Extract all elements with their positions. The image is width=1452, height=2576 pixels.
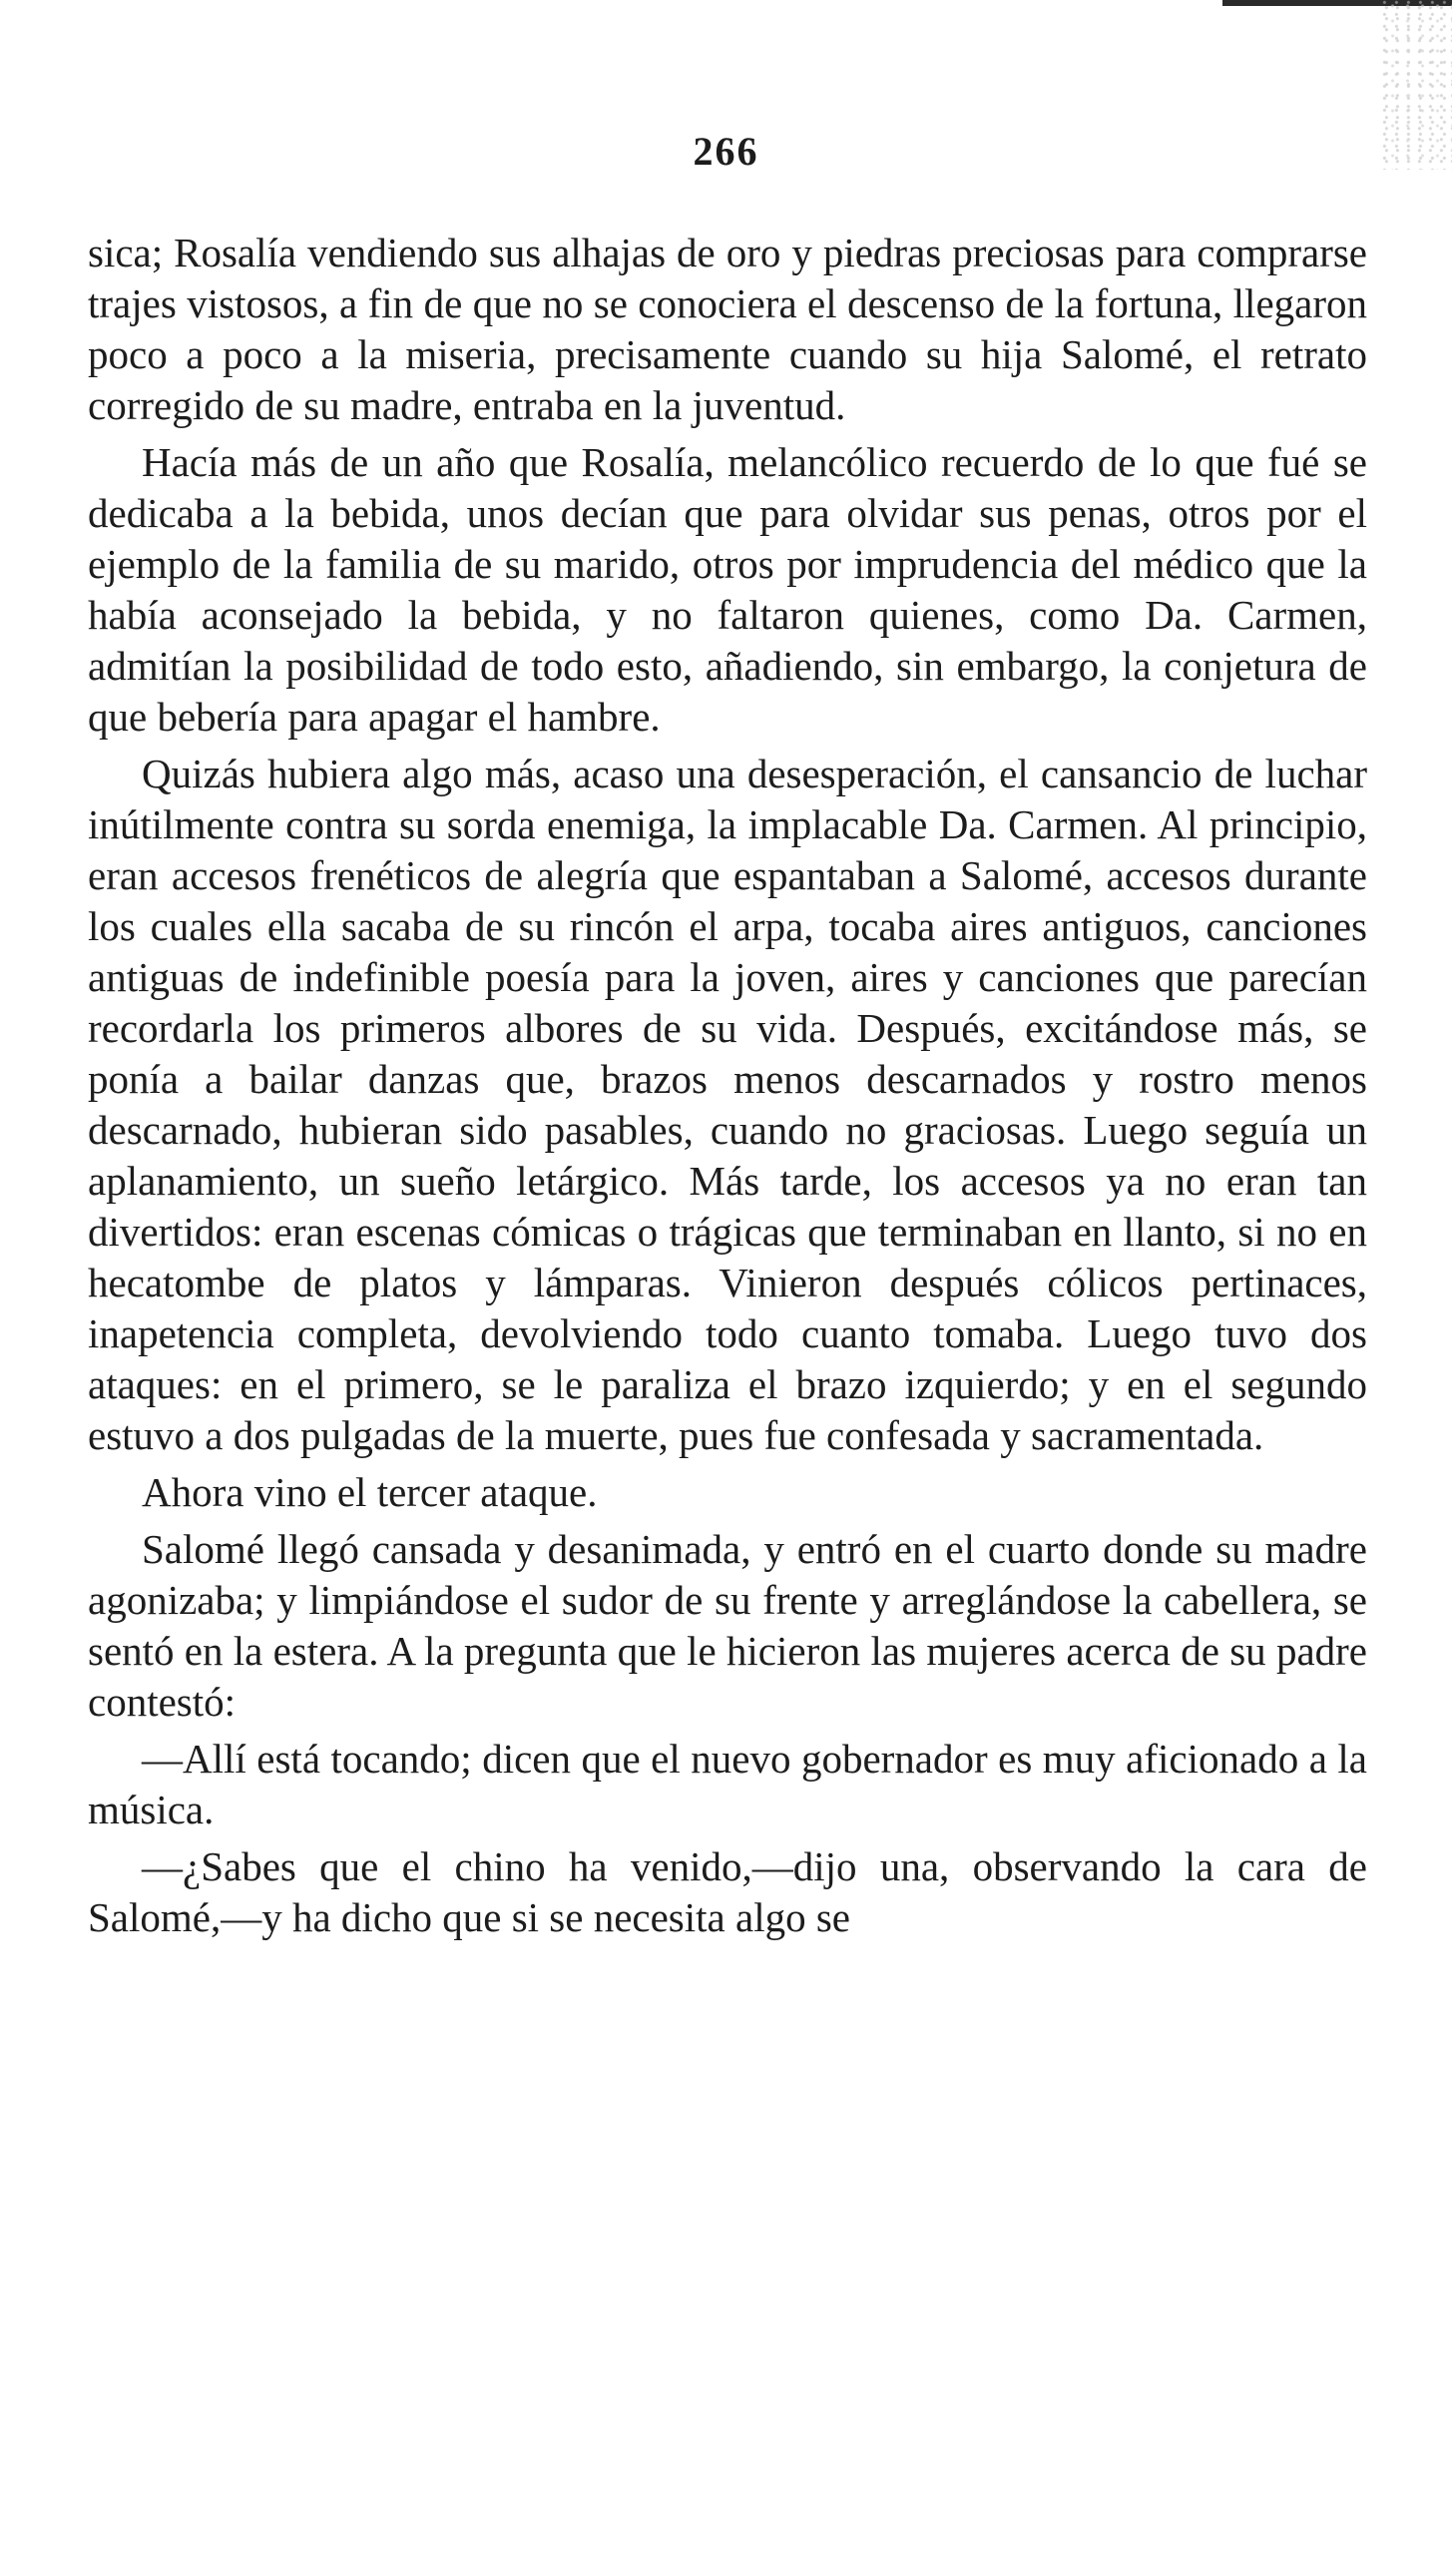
paragraph-4: Ahora vino el tercer ataque. — [142, 1469, 598, 1515]
body-text — [88, 228, 1367, 1949]
paragraph-6: —Allí está tocando; dicen que el nuevo gobernador es muy aficionado a la música. — [88, 1736, 1367, 1832]
paragraph-7: —¿Sabes que el chino ha venido,—dijo una, observando la cara de Salomé,—y ha dicho que si se necesita algo se — [88, 1843, 1367, 1940]
paragraph-3: Quizás hubiera algo más, acaso una desesperación, el cansancio de luchar inútilmente contra su sorda enemiga, la implacable Da. Carmen. Al principio, eran accesos frenéticos de alegría que espantaban a Salomé, accesos durante los cuales ella sacaba de su rincón el arpa, tocaba aires antiguos, canciones antiguas de indefinible poesía para la joven, aires y canciones que parecían recordarla los primeros albores de su vida. Después, excitándose más, se ponía a bailar danzas que, brazos menos descarnados y rostro menos descarnado, hubieran sido pasables, cuando no graciosas. Luego seguía un aplanamiento, un sueño letárgico. Más tarde, los accesos ya no eran tan divertidos: eran escenas cómicas o trágicas que terminaban en llanto, si no en hecatombe de platos y lámparas. Vinieron después cólicos pertinaces, inapetencia completa, devolviendo todo cuanto tomaba. Luego tuvo dos ataques: en el primero, se le paraliza el brazo izquierdo; y en el segundo estuvo a dos pulgadas de la muerte, pues fue confesada y sacramentada. — [88, 751, 1367, 1458]
paragraph-1: sica; Rosalía vendiendo sus alhajas de oro y piedras preciosas para comprarse trajes vistosos, a fin de que no se conociera el descenso de la fortuna, llegaron poco a poco a la miseria, precisamente cuando su hija Salomé, el retrato corregido de su madre, entraba en la juventud. — [88, 230, 1367, 428]
paragraph-5: Salomé llegó cansada y desanimada, y entró en el cuarto donde su madre agonizaba; y limpiándose el sudor de su frente y arreglándose la cabellera, se sentó en la estera. A la pregunta que le hicieron las mujeres acerca de su padre contestó: — [88, 1526, 1367, 1725]
paragraph-2: Hacía más de un año que Rosalía, melancólico recuerdo de lo que fué se dedicaba a la bebida, unos decían que para olvidar sus penas, otros por el ejemplo de la familia de su marido, otros por imprudencia del médico que la había aconsejado la bebida, y no faltaron quienes, como Da. Carmen, admitían la posibilidad de todo esto, añadiendo, sin embargo, la conjetura de que bebería para apagar el hambre. — [88, 439, 1367, 740]
page-number: 266 — [693, 129, 759, 174]
